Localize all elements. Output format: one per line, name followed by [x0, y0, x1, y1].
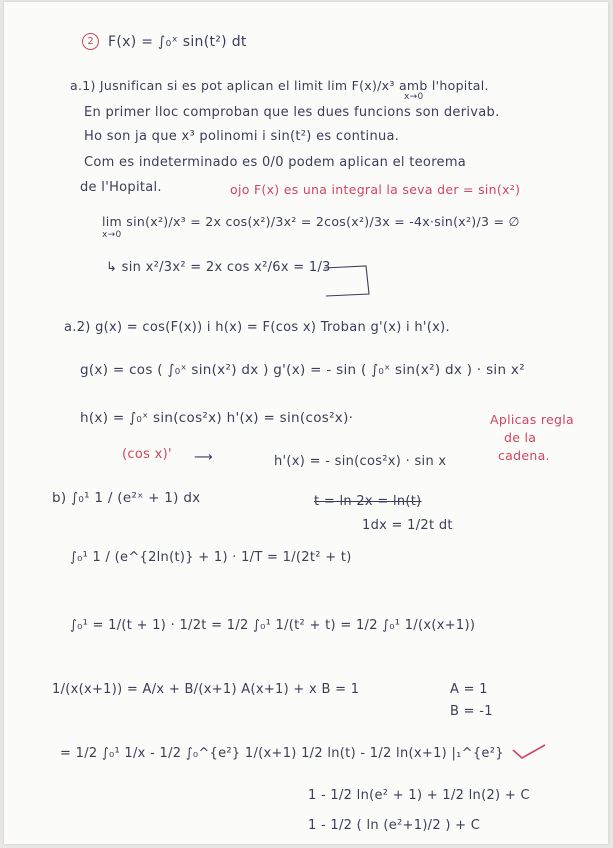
a2-line3: h(x) = ∫₀ˣ sin(cos²x) h'(x) = sin(cos²x)· — [80, 410, 354, 426]
b-line7: 1 - 1/2 ( ln (e²+1)/2 ) + C — [308, 818, 481, 833]
b-line4-b: B = -1 — [450, 704, 493, 719]
result-box-outline — [322, 264, 372, 300]
a2-red-note: Aplicas regla — [490, 412, 574, 427]
a2-line1: a.2) g(x) = cos(F(x)) i h(x) = F(cos x) Troban g'(x) i h'(x). — [64, 320, 450, 335]
b-line5: = 1/2 ∫₀¹ 1/x - 1/2 ∫₀^{e²} 1/(x+1) 1/2 ln(t) - 1/2 ln(x+1) |₁^{e²} — [60, 746, 504, 761]
a1-result-row: ↳ sin x²/3x² = 2x cos x²/6x = 1/3 — [106, 260, 331, 275]
a2-red-note3: cadena. — [498, 448, 550, 463]
a1-line1: a.1) Jusnifican si es pot aplican el limit lim F(x)/x³ amb l'hopital. — [70, 78, 489, 93]
notebook-page — [4, 2, 608, 844]
b-substitution2: 1dx = 1/2t dt — [362, 518, 453, 533]
b-line2: ∫₀¹ 1 / (e^{2ln(t)} + 1) · 1/T = 1/(2t² + t) — [70, 550, 352, 565]
a2-line4: (cos x)' — [122, 447, 172, 462]
a1-line2: En primer lloc comproban que les dues funcions son derivab. — [84, 105, 500, 120]
a1-limit-sub2: x→0 — [102, 230, 122, 240]
function-definition: F(x) = ∫₀ˣ sin(t²) dt — [108, 34, 247, 50]
a1-line4: Com es indeterminado es 0/0 podem aplican el teorema — [84, 155, 467, 170]
b-line1: b) ∫₀¹ 1 / (e²ˣ + 1) dx — [52, 490, 201, 506]
a1-limit-sub: x→0 — [404, 92, 424, 102]
a2-line2: g(x) = cos ( ∫₀ˣ sin(x²) dx ) g'(x) = - sin ( ∫₀ˣ sin(x²) dx ) · sin x² — [80, 362, 525, 378]
b-substitution: t = ln 2x = ln(t) — [314, 494, 422, 509]
b-line4-a: A = 1 — [450, 682, 488, 697]
b-line3: ∫₀¹ = 1/(t + 1) · 1/2t = 1/2 ∫₀¹ 1/(t² + t) = 1/2 ∫₀¹ 1/(x(x+1)) — [70, 618, 476, 633]
a1-red-note: ojo F(x) es una integral la seva der = sin(x²) — [230, 182, 521, 197]
exercise-number: 2 — [82, 33, 99, 50]
b-line4: 1/(x(x+1)) = A/x + B/(x+1) A(x+1) + x B = 1 — [52, 682, 360, 697]
check-mark-icon — [510, 742, 548, 762]
a1-line5: de l'Hopital. — [80, 180, 162, 195]
b-line6: 1 - 1/2 ln(e² + 1) + 1/2 ln(2) + C — [308, 788, 530, 803]
a2-line4b: h'(x) = - sin(cos²x) · sin x — [274, 454, 447, 469]
a2-arrow: ⟶ — [194, 450, 213, 465]
a1-line3: Ho son ja que x³ polinomi i sin(t²) es continua. — [84, 129, 400, 144]
a2-red-note2: de la — [504, 430, 537, 445]
a1-limit-row: lim sin(x²)/x³ = 2x cos(x²)/3x² = 2cos(x²)/3x = -4x·sin(x²)/3 = ∅ — [102, 214, 520, 229]
